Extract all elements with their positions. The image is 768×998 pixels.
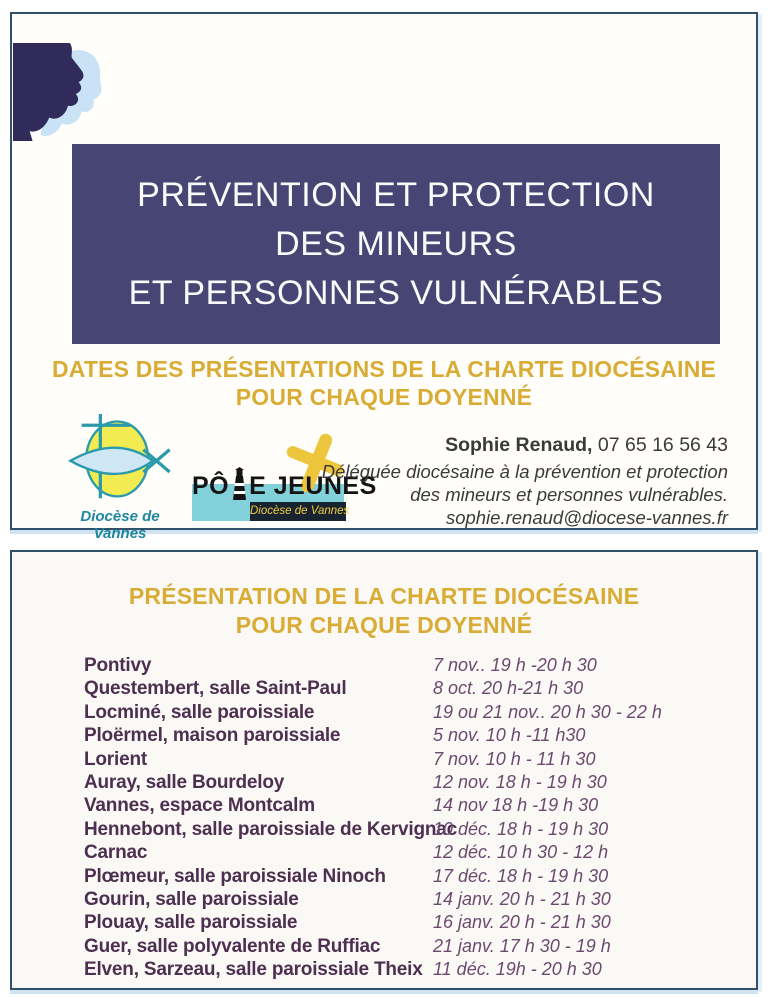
dates-subtitle-line2: POUR CHAQUE DOYENNÉ <box>235 383 533 410</box>
schedule-datetime: 8 oct. 20 h-21 h 30 <box>433 678 584 699</box>
schedule-location: Questembert, salle Saint-Paul <box>84 678 347 700</box>
schedule-row <box>84 677 756 700</box>
schedule-location: Elven, Sarzeau, salle paroissiale Theix <box>84 959 423 981</box>
contact-role-line2: des mineurs et personnes vulnérables. <box>410 484 728 505</box>
schedule-datetime: 19 ou 21 nov.. 20 h 30 - 22 h <box>433 701 662 722</box>
schedule-row <box>84 841 756 864</box>
pole-jeunes-title-prefix: PÔ <box>192 472 230 500</box>
contact-email: sophie.renaud@diocese-vannes.fr <box>445 507 728 528</box>
pole-jeunes-title-suffix: E JEUNES <box>249 472 377 500</box>
schedule-row <box>84 911 756 934</box>
schedule-row <box>84 748 756 771</box>
schedule-location: Pontivy <box>84 655 152 676</box>
main-title-line3: ET PERSONNES VULNÉRABLES <box>128 273 664 312</box>
schedule-row <box>84 958 756 981</box>
schedule-location: Lorient <box>84 748 147 770</box>
main-title-line2: DES MINEURS <box>275 224 517 263</box>
fish-cross-icon <box>59 414 181 502</box>
schedule-row <box>84 888 756 911</box>
contact-name-phone <box>318 434 728 457</box>
schedule-row <box>84 865 756 888</box>
lighthouse-icon <box>231 467 248 501</box>
schedule-datetime: 7 nov.. 19 h -20 h 30 <box>433 655 597 675</box>
schedule-row <box>84 771 756 794</box>
schedule-list <box>84 654 756 982</box>
pole-jeunes-diocese-band: Diocèse de Vannes <box>250 502 346 521</box>
schedule-title-line2: POUR CHAQUE DOYENNÉ <box>235 612 533 638</box>
schedule-datetime: 21 janv. 17 h 30 - 19 h <box>433 935 611 956</box>
dates-subtitle-line1: DATES DES PRÉSENTATIONS DE LA CHARTE DIOCÉSAINE <box>51 356 717 382</box>
schedule-location: Carnac <box>84 842 148 864</box>
schedule-row <box>84 935 756 958</box>
schedule-row <box>84 701 756 724</box>
schedule-location: Hennebont, salle paroissiale de Kervignac <box>84 818 457 840</box>
schedule-location: Vannes, espace Montcalm <box>84 795 315 817</box>
schedule-datetime: 11 déc. 19h - 20 h 30 <box>433 959 602 980</box>
schedule-row <box>84 654 756 677</box>
diocese-logo-caption: Diocèse de Vannes <box>80 508 160 542</box>
schedule-datetime: 14 nov 18 h -19 h 30 <box>433 795 599 816</box>
schedule-location: Plœmeur, salle paroissiale Ninoch <box>84 865 386 887</box>
schedule-datetime: 14 janv. 20 h - 21 h 30 <box>433 889 611 910</box>
schedule-datetime: 17 déc. 18 h - 19 h 30 <box>433 865 609 886</box>
schedule-location: Ploërmel, maison paroissiale <box>84 725 341 747</box>
flyer-header-card <box>10 12 758 542</box>
schedule-location: Plouay, salle paroissiale <box>84 912 298 934</box>
schedule-location: Locminé, salle paroissiale <box>84 701 315 723</box>
schedule-datetime: 16 janv. 20 h - 21 h 30 <box>433 912 611 933</box>
face-profiles-logo-icon <box>13 42 111 142</box>
schedule-row <box>84 818 756 841</box>
schedule-row <box>84 794 756 817</box>
main-title-line1: PRÉVENTION ET PROTECTION <box>137 175 655 214</box>
schedule-datetime: 12 nov. 18 h - 19 h 30 <box>433 772 607 793</box>
contact-phone: 07 65 16 56 43 <box>592 434 728 456</box>
contact-block <box>318 434 728 529</box>
contact-name: Sophie Renaud, <box>445 434 593 456</box>
contact-role-line1: Déléguée diocésaine à la prévention et protection <box>321 461 728 482</box>
dates-subtitle <box>12 356 756 411</box>
schedule-datetime: 5 nov. 10 h -11 h30 <box>433 725 586 746</box>
schedule-datetime: 7 nov. 10 h - 11 h 30 <box>433 748 596 769</box>
main-title-banner <box>72 144 720 344</box>
schedule-datetime: 12 déc. 10 h 30 - 12 h <box>433 842 609 863</box>
schedule-datetime: 10 déc. 18 h - 19 h 30 <box>433 818 609 839</box>
schedule-location: Auray, salle Bourdeloy <box>84 772 285 794</box>
diocese-de-vannes-logo <box>52 414 188 542</box>
schedule-location: Guer, salle polyvalente de Ruffiac <box>84 935 381 957</box>
schedule-title <box>12 582 756 640</box>
schedule-title-line1: PRÉSENTATION DE LA CHARTE DIOCÉSAINE <box>128 583 640 609</box>
schedule-card <box>10 550 758 990</box>
schedule-row <box>84 724 756 747</box>
schedule-location: Gourin, salle paroissiale <box>84 889 299 911</box>
